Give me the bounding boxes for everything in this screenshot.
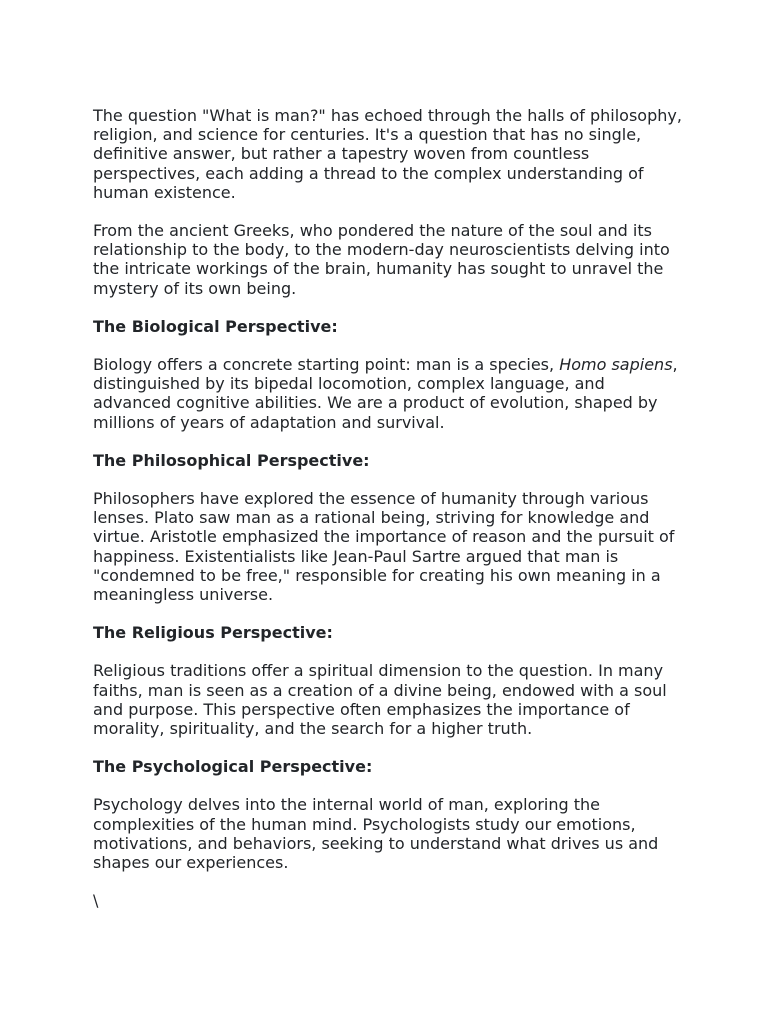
biological-text-before: Biology offers a concrete starting point: man is a species, xyxy=(93,355,560,375)
document-page xyxy=(93,106,683,930)
intro-paragraph-1: The question "What is man?" has echoed through the halls of philosophy, religion, and science for centuries. It's a question that has no single, definitive answer, but rather a tapestry woven from countless perspectives, each adding a thread to the complex understanding of human existence. xyxy=(93,106,682,202)
psychological-paragraph: Psychology delves into the internal world of man, exploring the complexities of the human mind. Psychologists study our emotions, motivations, and behaviors, seeking to understand what drives us and shapes our experiences. xyxy=(93,795,659,873)
religious-paragraph: Religious traditions offer a spiritual dimension to the question. In many faiths, man is seen as a creation of a divine being, endowed with a soul and purpose. This perspective often emphasizes the importance of morality, spirituality, and the search for a higher truth. xyxy=(93,661,667,739)
philosophical-heading: The Philosophical Perspective: xyxy=(93,450,370,470)
biological-paragraph xyxy=(93,355,683,432)
trailing-backslash: \ xyxy=(93,891,99,911)
species-name: Homo sapiens xyxy=(559,355,673,375)
philosophical-paragraph: Philosophers have explored the essence of humanity through various lenses. Plato saw man as a rational being, striving for knowledge and virtue. Aristotle emphasized the importance of reason and the pursuit of happiness. Existentialists like Jean-Paul Sartre argued that man is "condemned to be free," responsible for creating his own meaning in a meaningless universe. xyxy=(93,489,675,605)
biological-text-after: , distinguished by its bipedal locomotion, complex language, and advanced cognitive abilities. We are a product of evolution, shaped by millions of years of adaptation and survival. xyxy=(93,355,678,432)
biological-heading: The Biological Perspective: xyxy=(93,316,338,336)
religious-heading: The Religious Perspective: xyxy=(93,623,333,643)
psychological-heading: The Psychological Perspective: xyxy=(93,757,373,777)
intro-paragraph-2: From the ancient Greeks, who pondered the nature of the soul and its relationship to the body, to the modern-day neuroscientists delving into the intricate workings of the brain, humanity has sought to unravel the mystery of its own being. xyxy=(93,221,670,298)
